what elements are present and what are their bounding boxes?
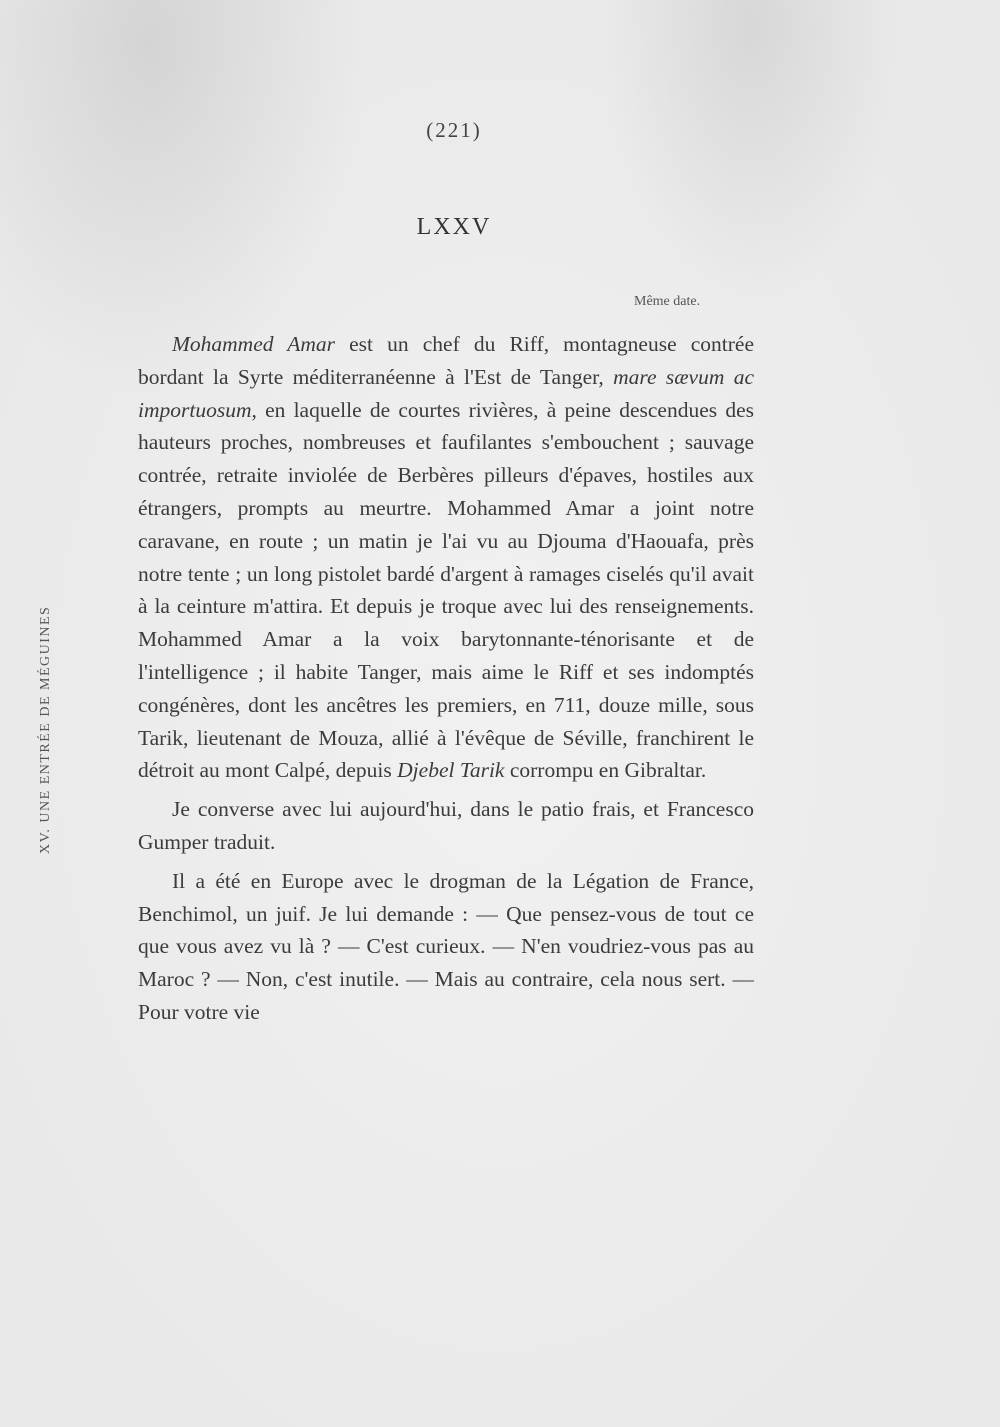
paragraph-1 xyxy=(138,328,754,787)
running-head: XV. UNE ENTRÉE DE MÉGUINES xyxy=(38,605,53,855)
paragraph-1-part-3: corrompu en Gibraltar. xyxy=(504,758,707,783)
chapter-heading: LXXV xyxy=(416,214,492,240)
italic-name: Mohammed Amar xyxy=(172,332,336,356)
paragraph-3: Il a été en Europe avec le drogman de la Légation de France, Benchimol, un juif. Je lui demande : — Que pensez-vous de tout ce que vous avez vu là ? — C'est curieux. — N'en voudriez-vous pas au Maroc ? — Non, c'est inutile. — Mais au contraire, cela nous sert. — Pour votre vie xyxy=(138,868,754,1024)
page-number: (221) xyxy=(426,118,482,142)
italic-latin-phrase: mare sævum ac importuosum xyxy=(138,364,754,422)
paragraph-1-part-1: est un chef du Riff, montagneuse contrée bordant la Syrte méditerranéenne à l'Est de Tanger, xyxy=(138,332,754,389)
body-text xyxy=(138,328,754,1035)
paragraph-2: Je converse avec lui aujourd'hui, dans le patio frais, et Francesco Gumper traduit. xyxy=(138,797,754,854)
paragraph-1-part-2: , en laquelle de courtes rivières, à peine descendues des hauteurs proches, nombreuses et faufilantes s'embouchent ; sauvage contrée, retraite inviolée de Berbères pilleurs d'épaves, hostiles aux étrangers, prompts au meurtre. Mohammed Amar a joint notre caravane, en route ; un matin je l'ai vu au Djouma d'Haouafa, près notre tente ; un long pistolet bardé d'argent à ramages ciselés qu'il avait à la ceinture m'attira. Et depuis je troque avec lui des renseignements. Mohammed Amar a la voix barytonnante-ténorisante et de l'intelligence ; il habite Tanger, mais aime le Riff et ses indomptés congénères, dont les ancêtres les premiers, en 711, douze mille, sous Tarik, lieutenant de Mouza, allié à l'évêque de Séville, franchirent le détroit au mont Calpé, depuis xyxy=(138,397,754,783)
italic-place-name: Djebel Tarik xyxy=(397,758,505,783)
dateline: Même date. xyxy=(634,294,701,309)
